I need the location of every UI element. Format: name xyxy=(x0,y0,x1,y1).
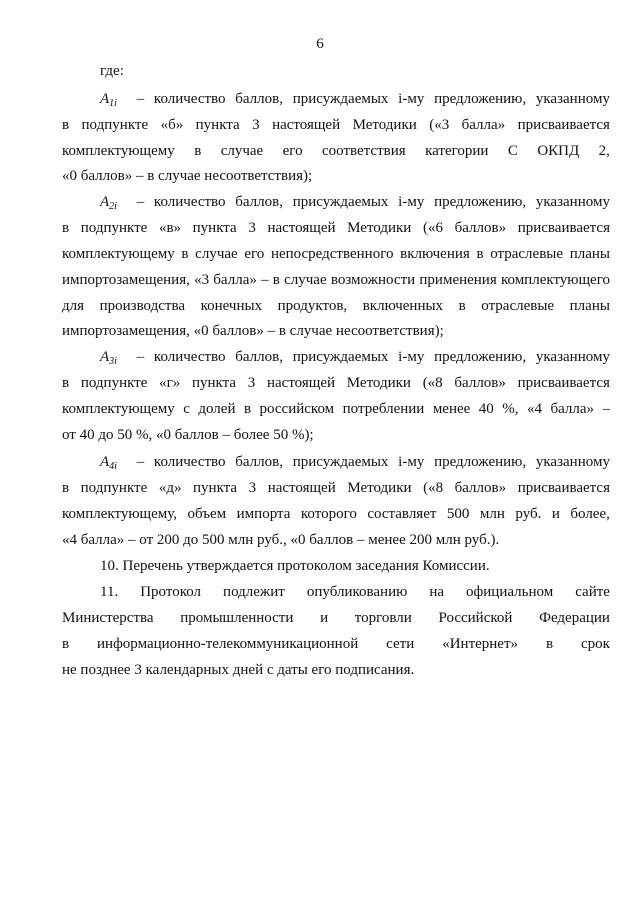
word: комплектующему xyxy=(62,143,175,159)
word: в xyxy=(62,117,70,133)
word: количество xyxy=(153,454,226,470)
word: «в» xyxy=(158,220,182,236)
word: менее xyxy=(432,401,471,417)
word: указанному xyxy=(535,454,610,470)
word: случае xyxy=(195,246,238,262)
word: в xyxy=(272,272,280,288)
word: официальном xyxy=(466,584,554,600)
word: («3 xyxy=(429,117,450,133)
word: – xyxy=(136,349,145,365)
word: %, xyxy=(502,401,519,417)
a3-line-1 xyxy=(100,350,610,367)
p11-line-1 xyxy=(100,585,610,600)
word: i-му xyxy=(398,349,425,365)
word: подпункте xyxy=(80,480,148,496)
word: пункта xyxy=(192,375,237,391)
word: предложению, xyxy=(434,91,527,107)
a2-line-5 xyxy=(62,299,610,314)
word: более, xyxy=(570,506,610,522)
word: настоящей xyxy=(266,375,336,391)
word: – xyxy=(261,272,269,288)
word: присуждаемых xyxy=(292,454,389,470)
a2-line-4 xyxy=(62,273,610,288)
word: в xyxy=(545,636,554,652)
word: импортозамещения, xyxy=(62,272,190,288)
word: составляет xyxy=(367,506,437,522)
a2-line-6: импортозамещения, «0 баллов» – в случае несоответствия); xyxy=(62,323,444,339)
word: объем xyxy=(187,506,227,522)
word: на xyxy=(429,584,445,600)
word: количество xyxy=(153,194,226,210)
word: «б» xyxy=(160,117,184,133)
word: пункта xyxy=(193,480,238,496)
word: С xyxy=(507,143,518,159)
word: 11. xyxy=(100,584,119,600)
word: сайте xyxy=(575,584,610,600)
word: 3 xyxy=(247,375,256,391)
word: подлежит xyxy=(223,584,285,600)
word: Методики xyxy=(346,375,411,391)
word: балла» xyxy=(550,401,594,417)
word: настоящей xyxy=(272,117,341,133)
word: 3 xyxy=(252,117,260,133)
word: случае xyxy=(220,143,264,159)
a3-line-4: от 40 до 50 %, «0 баллов – более 50 %); xyxy=(62,427,314,443)
a4-line-4: «4 балла» – от 200 до 500 млн руб., «0 баллов – менее 200 млн руб.). xyxy=(62,532,500,548)
intro-text: где: xyxy=(100,63,124,79)
word: i-му xyxy=(398,194,425,210)
word: в xyxy=(476,246,484,262)
word: информационно-телекоммуникационной xyxy=(97,636,359,652)
a2-symbol: $A_{2i}$ xyxy=(100,194,117,212)
a2-line-2 xyxy=(62,221,610,236)
a1-line-2 xyxy=(62,118,610,133)
a1-symbol: $A_{1i}$ xyxy=(100,91,117,109)
word: ОКПД xyxy=(537,143,580,159)
word: его xyxy=(282,143,303,159)
word: баллов, xyxy=(235,194,283,210)
page-number: 6 xyxy=(316,36,324,52)
word: и xyxy=(551,506,560,522)
word: 3 xyxy=(248,480,257,496)
word: планы xyxy=(569,298,610,314)
word: («6 xyxy=(422,220,443,236)
p11-line-2 xyxy=(62,611,610,626)
word: млн xyxy=(479,506,505,522)
word: присваивается xyxy=(517,375,610,391)
word: подпункте xyxy=(81,117,149,133)
word: присуждаемых xyxy=(292,91,389,107)
word: долей xyxy=(198,401,236,417)
paragraph-10: 10. Перечень утверждается протоколом заседания Комиссии. xyxy=(100,558,490,574)
word: предложению, xyxy=(434,194,527,210)
word: количество xyxy=(153,91,226,107)
word: продуктов, xyxy=(277,298,348,314)
word: непосредственного xyxy=(270,246,394,262)
word: («8 xyxy=(423,480,444,496)
word: присуждаемых xyxy=(292,349,389,365)
word: 500 xyxy=(446,506,470,522)
word: срок xyxy=(581,636,610,652)
word: категории xyxy=(425,143,489,159)
word: в xyxy=(62,220,70,236)
a4-line-3 xyxy=(62,507,610,522)
word: применения xyxy=(419,272,497,288)
word: соответствия xyxy=(322,143,406,159)
word: производства xyxy=(99,298,186,314)
word: потреблении xyxy=(342,401,425,417)
word: с xyxy=(183,401,190,417)
word: «г» xyxy=(159,375,181,391)
word: «4 xyxy=(526,401,542,417)
word: Методики xyxy=(352,117,417,133)
a2-line-1 xyxy=(100,195,610,212)
word: 40 xyxy=(478,401,494,417)
word: и xyxy=(320,610,329,626)
a1-line-1 xyxy=(100,92,610,109)
word: присваивается xyxy=(517,117,610,133)
a4-line-2 xyxy=(62,481,610,496)
word: «Интернет» xyxy=(442,636,519,652)
word: в xyxy=(243,401,252,417)
word: включения xyxy=(400,246,470,262)
word: присваивается xyxy=(517,480,610,496)
word: планы xyxy=(569,246,610,262)
word: в xyxy=(62,375,70,391)
word: i-му xyxy=(398,454,425,470)
word: баллов» xyxy=(454,375,506,391)
word: предложению, xyxy=(434,454,527,470)
word: комплектующему, xyxy=(62,506,178,522)
word: комплектующему xyxy=(62,401,175,417)
word: («8 xyxy=(422,375,443,391)
a3-line-3 xyxy=(62,402,610,417)
word: баллов, xyxy=(235,91,283,107)
word: – xyxy=(136,454,145,470)
word: количество xyxy=(153,349,226,365)
word: – xyxy=(136,91,145,107)
word: балла» xyxy=(461,117,506,133)
word: опубликованию xyxy=(306,584,408,600)
a4-symbol: $A_{4i}$ xyxy=(100,454,117,472)
word: импорта xyxy=(236,506,291,522)
a1-line-3 xyxy=(62,144,610,159)
word: отраслевые xyxy=(481,298,555,314)
word: указанному xyxy=(535,91,610,107)
word: подпункте xyxy=(80,220,148,236)
word: российском xyxy=(259,401,335,417)
word: 3 xyxy=(248,220,256,236)
a3-line-2 xyxy=(62,376,610,391)
word: Российской xyxy=(438,610,513,626)
word: – xyxy=(602,401,610,417)
word: пункта xyxy=(195,117,240,133)
word: возможности xyxy=(330,272,416,288)
word: Министерства xyxy=(62,610,154,626)
word: – xyxy=(136,194,145,210)
word: пункта xyxy=(192,220,237,236)
word: для xyxy=(62,298,85,314)
word: Методики xyxy=(347,220,412,236)
word: баллов» xyxy=(454,220,507,236)
word: Методики xyxy=(347,480,412,496)
word: промышленности xyxy=(180,610,294,626)
word: предложению, xyxy=(434,349,527,365)
word: сети xyxy=(386,636,415,652)
word: отраслевые xyxy=(490,246,564,262)
a3-symbol: $A_{3i}$ xyxy=(100,349,117,367)
word: «д» xyxy=(158,480,182,496)
a4-line-1 xyxy=(100,455,610,472)
word: Протокол xyxy=(140,584,202,600)
word: случае xyxy=(284,272,327,288)
p11-line-4: не позднее 3 календарных дней с даты его подписания. xyxy=(62,662,415,678)
a2-line-3 xyxy=(62,247,610,262)
word: «3 xyxy=(194,272,210,288)
word: в xyxy=(62,480,70,496)
word: баллов» xyxy=(454,480,507,496)
p11-line-3 xyxy=(62,637,610,652)
word: i-му xyxy=(398,91,425,107)
word: 2, xyxy=(598,143,610,159)
a1-line-4: «0 баллов» – в случае несоответствия); xyxy=(62,168,313,184)
word: в xyxy=(194,143,202,159)
word: руб. xyxy=(515,506,542,522)
word: указанному xyxy=(535,349,610,365)
word: присваивается xyxy=(517,220,610,236)
word: торговли xyxy=(354,610,412,626)
word: подпункте xyxy=(80,375,148,391)
word: его xyxy=(244,246,265,262)
word: Федерации xyxy=(539,610,610,626)
word: настоящей xyxy=(267,480,336,496)
word: баллов, xyxy=(235,454,283,470)
word: в xyxy=(181,246,189,262)
word: баллов, xyxy=(235,349,283,365)
word: в xyxy=(62,636,70,652)
word: которого xyxy=(300,506,357,522)
word: настоящей xyxy=(267,220,336,236)
word: в xyxy=(458,298,466,314)
word: присуждаемых xyxy=(292,194,389,210)
word: комплектующего xyxy=(500,272,610,288)
word: конечных xyxy=(200,298,263,314)
word: включенных xyxy=(362,298,444,314)
word: указанному xyxy=(535,194,610,210)
word: комплектующему xyxy=(62,246,175,262)
word: балла» xyxy=(213,272,257,288)
